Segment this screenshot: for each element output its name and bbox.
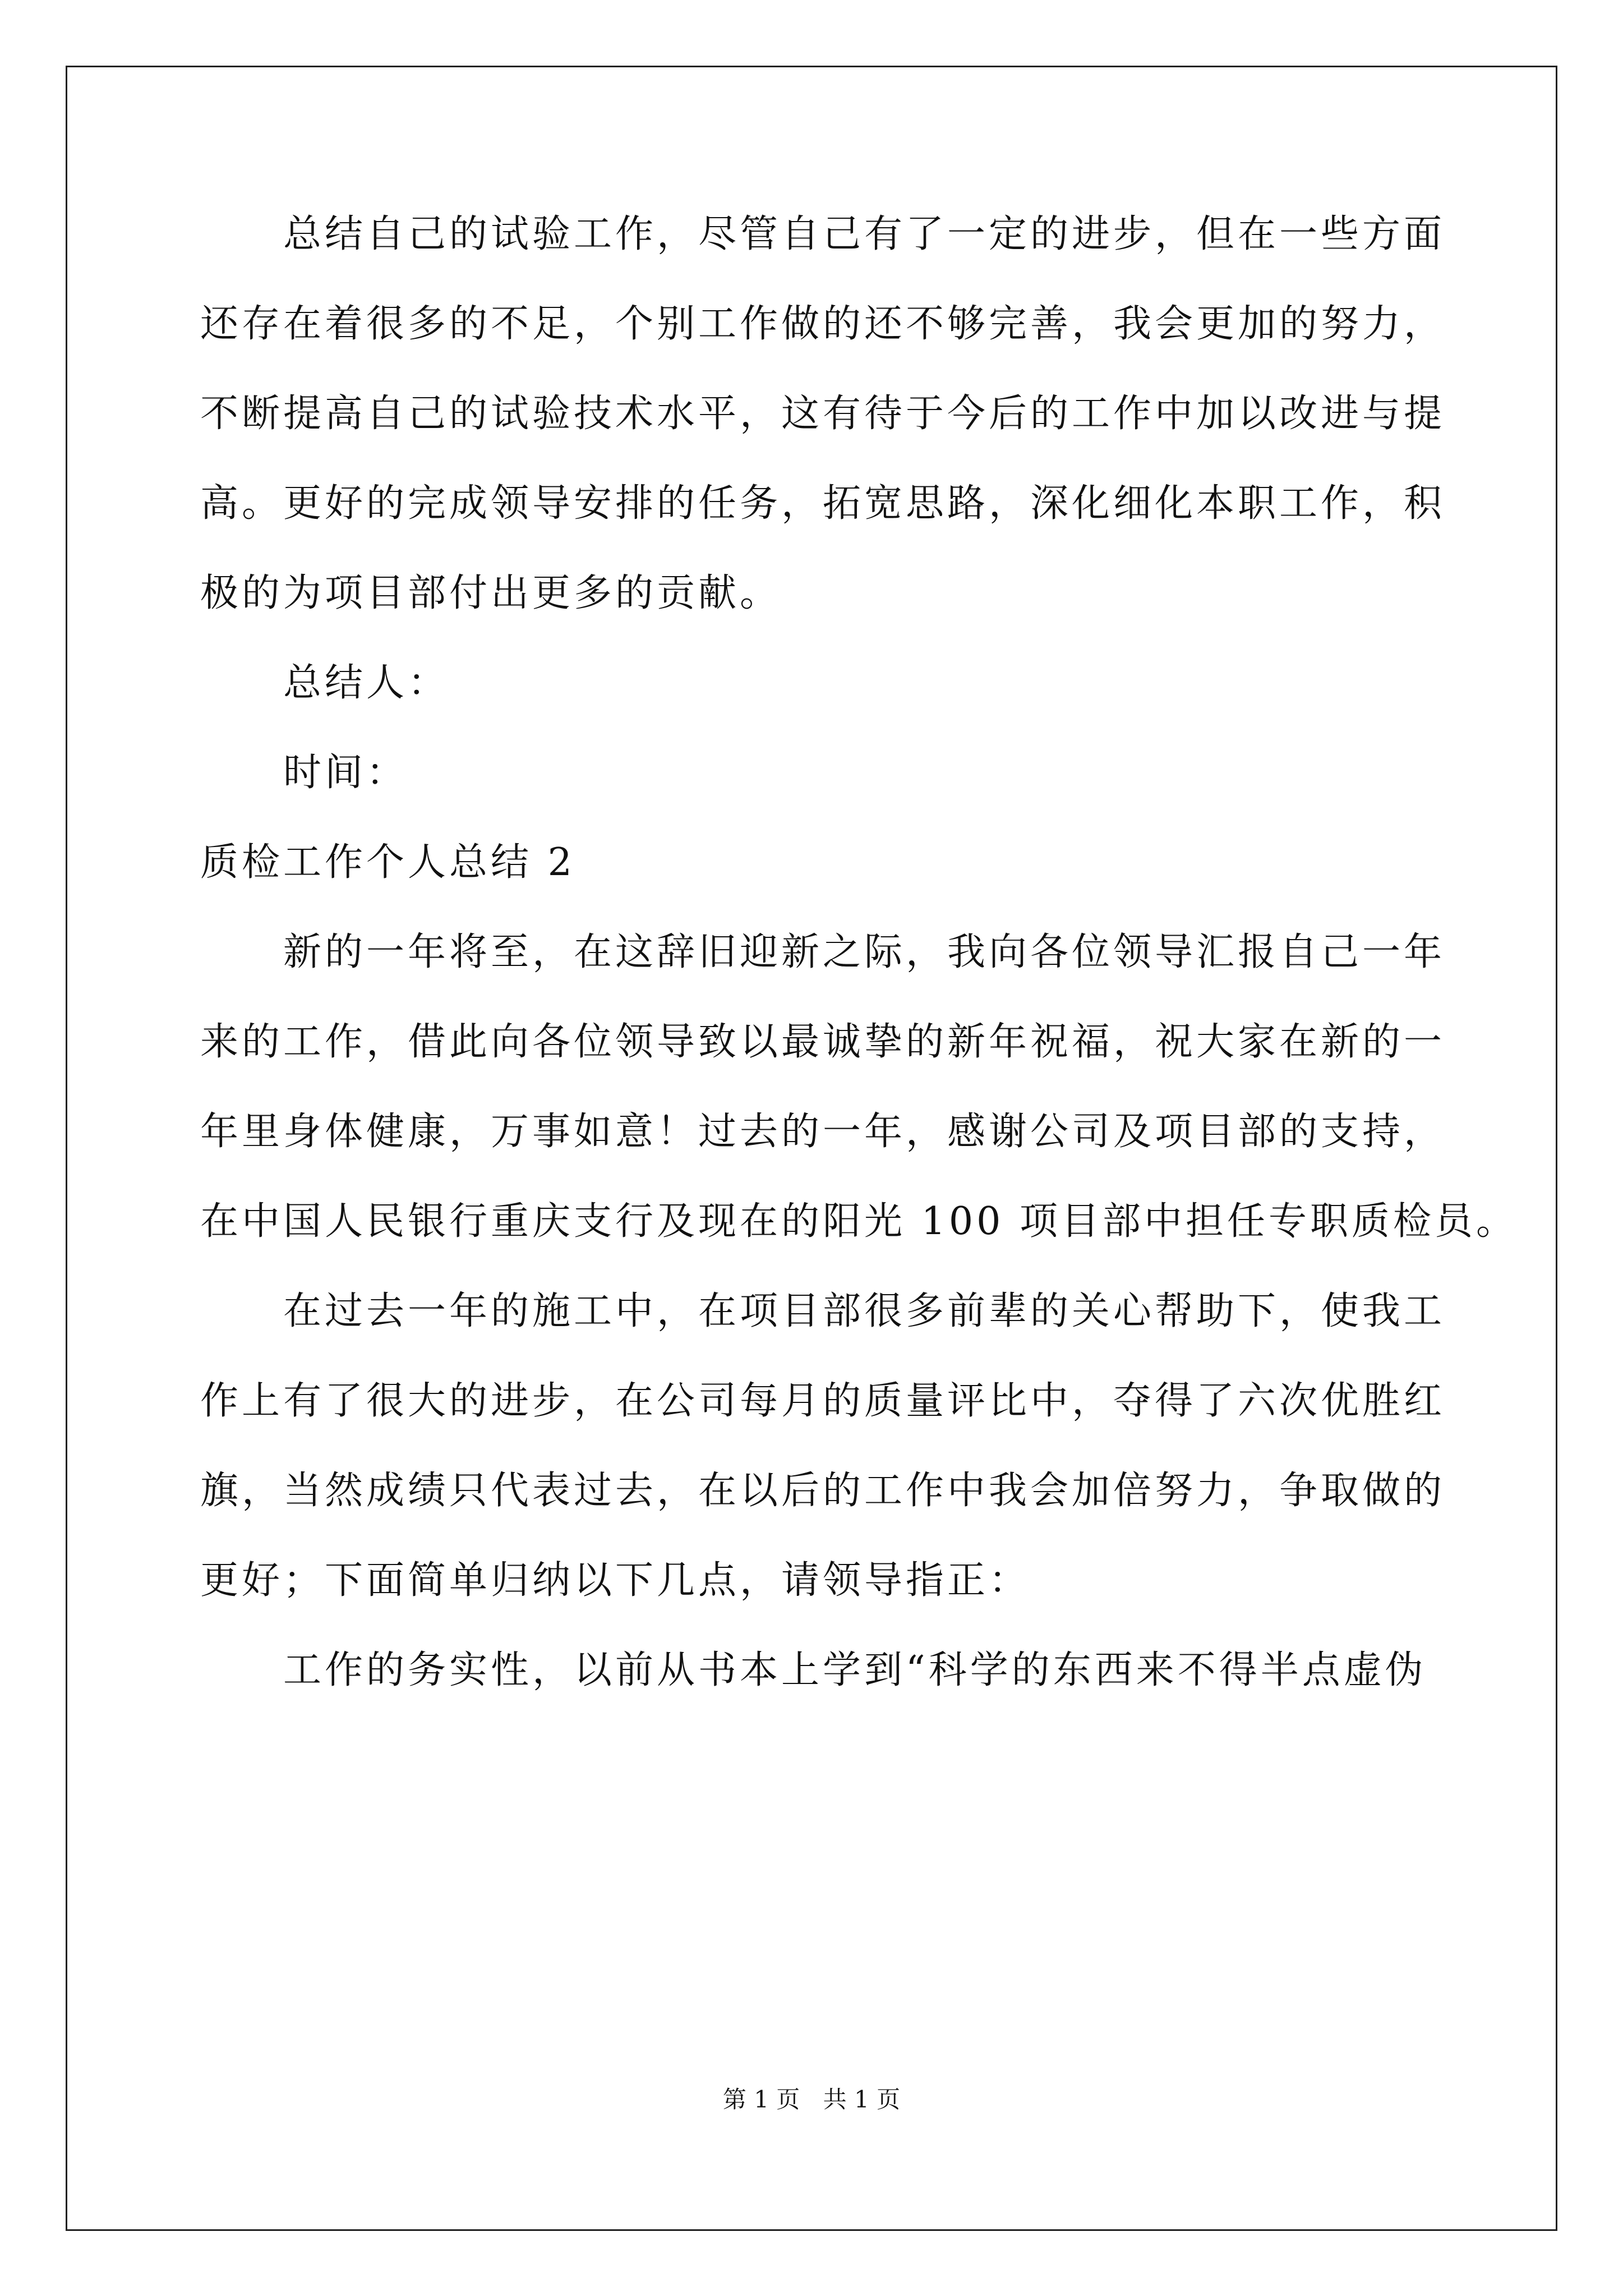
paragraph-line: 不断提高自己的试验技术水平，这有待于今后的工作中加以改进与提 bbox=[200, 392, 1446, 436]
paragraph-line: 工作的务实性，以前从书本上学到“科学的东西来不得半点虚伪 bbox=[283, 1648, 1427, 1692]
paragraph-line: 新的一年将至，在这辞旧迎新之际，我向各位领导汇报自己一年 bbox=[283, 930, 1446, 974]
page-total: 共 1 页 bbox=[823, 2086, 901, 2113]
paragraph-line: 在过去一年的施工中，在项目部很多前辈的关心帮助下，使我工 bbox=[283, 1289, 1446, 1333]
paragraph-line: 总结自己的试验工作，尽管自己有了一定的进步，但在一些方面 bbox=[283, 212, 1446, 256]
paragraph-line: 旗，当然成绩只代表过去，在以后的工作中我会加倍努力，争取做的 bbox=[200, 1469, 1446, 1513]
paragraph-line: 还存在着很多的不足，个别工作做的还不够完善，我会更加的努力， bbox=[200, 302, 1446, 346]
signature-label: 总结人： bbox=[283, 661, 450, 705]
paragraph-line: 来的工作，借此向各位领导致以最诚挚的新年祝福，祝大家在新的一 bbox=[200, 1020, 1446, 1064]
paragraph-line: 更好；下面简单归纳以下几点，请领导指正： bbox=[200, 1558, 1031, 1603]
paragraph-line: 极的为项目部付出更多的贡献。 bbox=[200, 571, 782, 615]
paragraph-line: 年里身体健康，万事如意！过去的一年，感谢公司及项目部的支持， bbox=[200, 1110, 1446, 1154]
page-number: 第 1 页 bbox=[722, 2086, 800, 2113]
section-heading: 质检工作个人总结 2 bbox=[200, 840, 575, 885]
paragraph-line: 高。更好的完成领导安排的任务，拓宽思路，深化细化本职工作，积 bbox=[200, 481, 1446, 526]
paragraph-line: 作上有了很大的进步，在公司每月的质量评比中，夺得了六次优胜红 bbox=[200, 1379, 1446, 1423]
date-label: 时间： bbox=[283, 751, 408, 795]
page-footer bbox=[0, 2086, 1623, 2114]
paragraph-line: 在中国人民银行重庆支行及现在的阳光 100 项目部中担任专职质检员。 bbox=[200, 1199, 1518, 1244]
